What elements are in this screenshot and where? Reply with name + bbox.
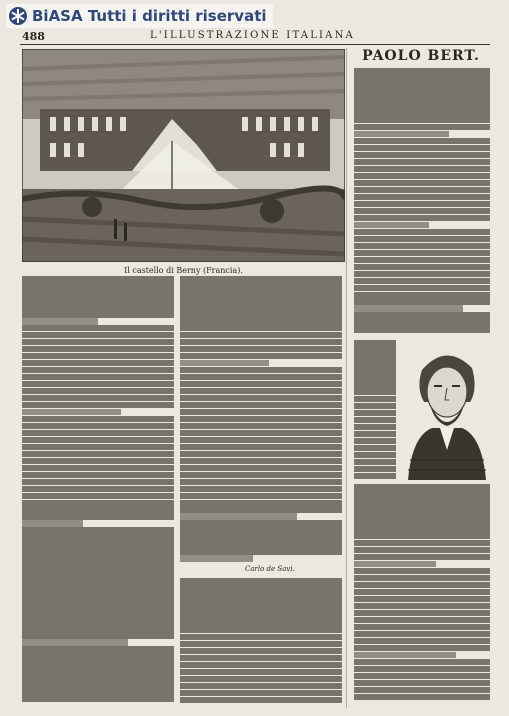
figure-caption: Il castello di Berny (Francia). <box>124 266 243 275</box>
article-left-column <box>22 276 174 708</box>
page-number: 488 <box>22 30 45 43</box>
paolo-bert-article-side <box>354 340 396 480</box>
paolo-bert-article <box>354 68 490 338</box>
header-rule <box>20 44 490 45</box>
article-signature: Carlo de Savi. <box>245 565 295 573</box>
article-middle-notes <box>180 578 342 708</box>
paolo-bert-article-continued <box>354 484 490 708</box>
article-middle-column <box>180 276 342 564</box>
column-divider <box>346 48 347 708</box>
castle-engraving <box>22 49 345 262</box>
watermark-text: BiASA Tutti i diritti riservati <box>32 7 267 25</box>
watermark <box>6 4 273 28</box>
asterisk-logo-icon <box>8 6 28 26</box>
paolo-bert-portrait <box>400 340 492 480</box>
running-title: L'ILLUSTRAZIONE ITALIANA <box>150 30 355 41</box>
sidebar-title: PAOLO BERT. <box>362 48 480 64</box>
